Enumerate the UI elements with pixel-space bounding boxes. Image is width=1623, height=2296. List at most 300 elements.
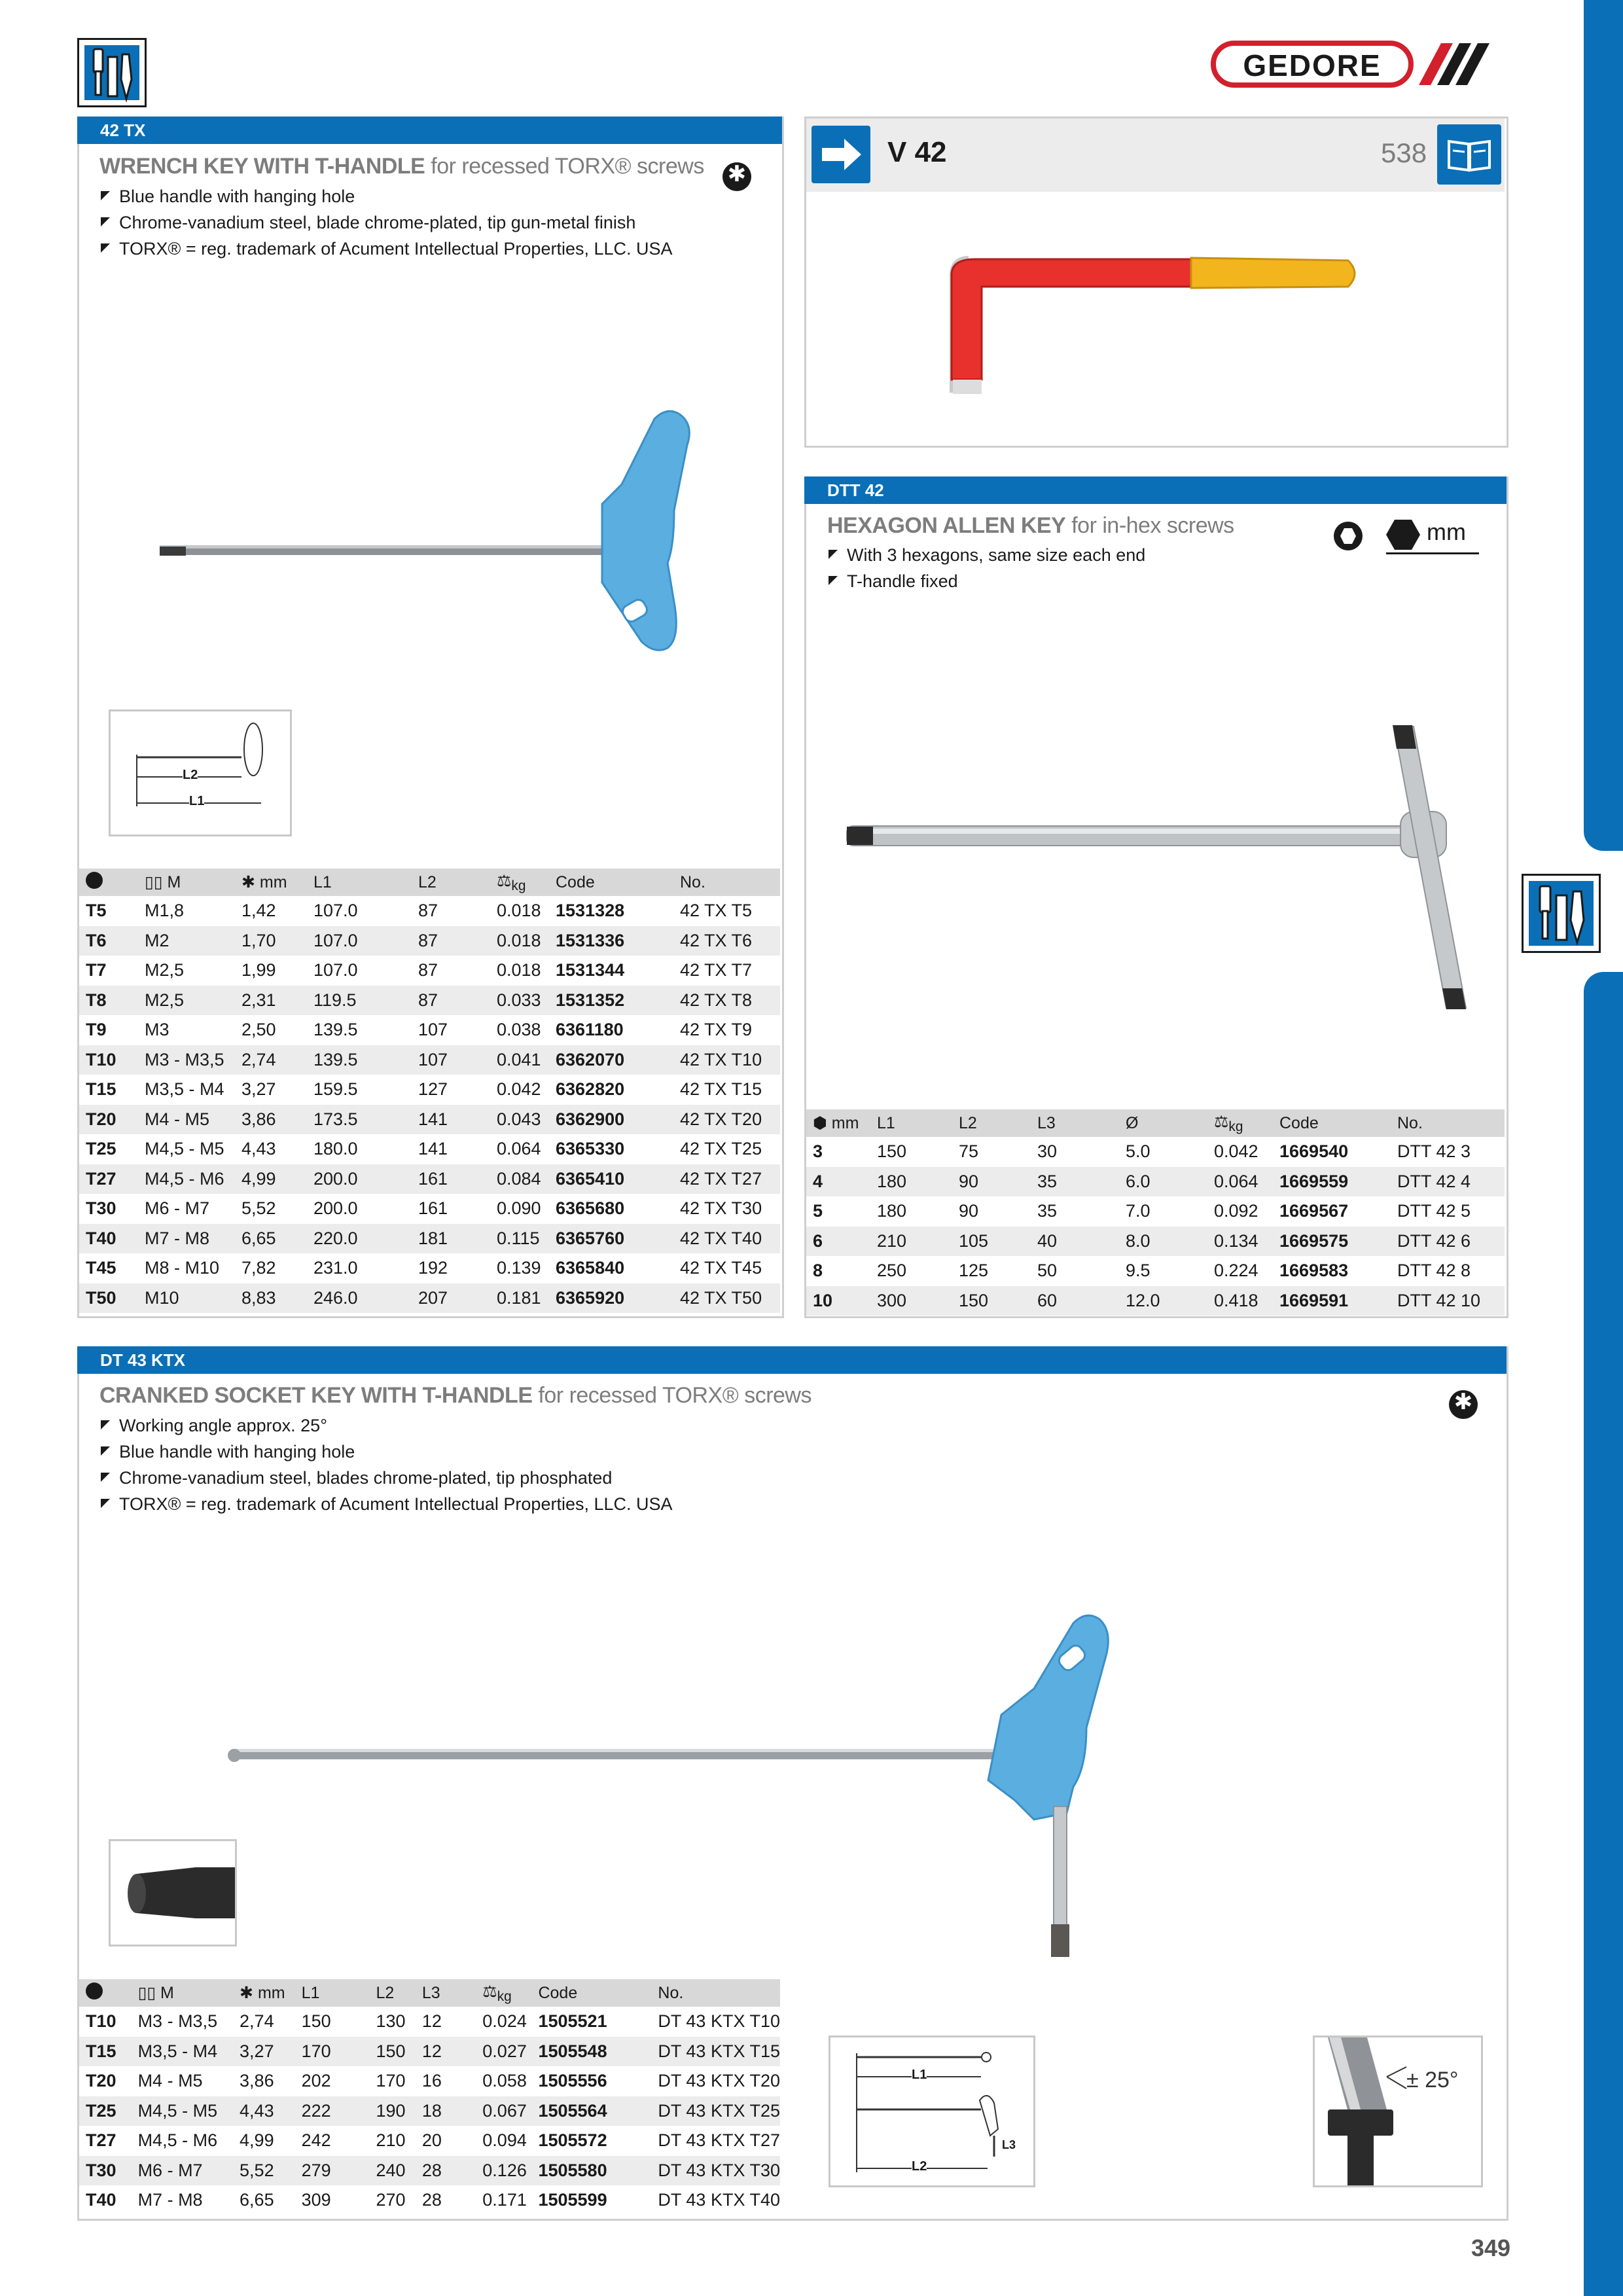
feature-item: TORX® = reg. trademark of Acument Intellectual Properties, LLC. USA <box>99 1491 673 1517</box>
table-cell: 6362820 <box>556 1079 625 1100</box>
l3-header: L3 <box>416 1979 476 2007</box>
table-cell: DT 43 KTX T10 <box>658 2011 780 2032</box>
table-cell: DTT 42 4 <box>1391 1167 1505 1197</box>
weight-header: $⚖_{kg}$ <box>1207 1109 1273 1137</box>
table-row <box>79 2007 780 2037</box>
table-cell: 0.067 <box>476 2096 531 2126</box>
table-cell: 42 TX T6 <box>673 926 780 956</box>
table-cell: DTT 42 3 <box>1397 1141 1471 1162</box>
l1-header: L1 <box>307 869 412 896</box>
table-cell: 42 TX T15 <box>680 1079 762 1100</box>
torx-header-icon <box>86 872 103 889</box>
table-cell: 0.038 <box>497 1020 541 1040</box>
feature-item: Chrome-vanadium steel, blade chrome-plated, tip gun-metal finish <box>99 209 673 236</box>
table-cell: 12 <box>421 2011 442 2032</box>
table-cell: 42 TX T30 <box>680 1198 762 1219</box>
table-cell: 3 <box>813 1141 823 1162</box>
catalog-book-icon[interactable] <box>1437 124 1501 185</box>
table-cell: T25 <box>86 1139 116 1159</box>
table-cell: DTT 42 6 <box>1391 1227 1505 1257</box>
table-cell: M4,5 - M5 <box>132 2096 233 2126</box>
table-cell: 8,83 <box>235 1283 307 1314</box>
spec-table-42tx <box>79 869 780 1313</box>
table-row <box>79 2156 780 2186</box>
no-header: No. <box>651 1979 780 2007</box>
table-cell: 1,99 <box>241 960 276 980</box>
feature-item: Working angle approx. 25° <box>99 1412 673 1439</box>
section-42tx-title: WRENCH KEY WITH T-HANDLE for recessed TORX® screws <box>99 154 704 179</box>
table-row <box>806 1167 1505 1197</box>
table-cell: T10 <box>86 2011 116 2032</box>
table-cell: 141 <box>412 1105 490 1135</box>
table-cell: 150 <box>877 1141 907 1162</box>
table-cell: DT 43 KTX T20 <box>658 2071 780 2091</box>
hex-socket-icon <box>1334 522 1363 550</box>
dimension-l2-label: L2 <box>912 2159 927 2174</box>
section-42tx-code: 42 TX <box>77 117 782 144</box>
table-cell: 6362070 <box>549 1045 673 1075</box>
table-cell: 0.024 <box>482 2011 527 2032</box>
table-cell: 1505599 <box>538 2190 607 2210</box>
table-cell: 270 <box>376 2190 406 2210</box>
table-row <box>806 1137 1505 1167</box>
table-row <box>79 926 780 956</box>
table-cell: M3 - M3,5 <box>137 2011 218 2032</box>
table-cell: DTT 42 10 <box>1391 1286 1505 1316</box>
table-cell: DT 43 KTX T30 <box>651 2156 780 2186</box>
table-cell: 170 <box>295 2037 370 2067</box>
table-cell: 0.092 <box>1214 1201 1258 1221</box>
table-cell: 6365920 <box>549 1283 673 1314</box>
table-cell: 90 <box>959 1201 979 1221</box>
gedore-logo <box>1211 39 1499 92</box>
side-tab-bar-top <box>1584 0 1623 851</box>
table-cell: T7 <box>86 960 107 980</box>
feature-item: TORX® = reg. trademark of Acument Intellectual Properties, LLC. USA <box>99 236 673 262</box>
table-row <box>79 2066 780 2096</box>
table-cell: 6,65 <box>240 2190 274 2210</box>
table-cell: 0.027 <box>476 2037 531 2067</box>
table-row <box>79 1283 780 1314</box>
table-cell: 42 TX T9 <box>680 1020 753 1040</box>
table-cell: 0.033 <box>490 986 549 1016</box>
feature-item: With 3 hexagons, same size each end <box>827 542 1145 568</box>
torx-header-icon <box>86 1982 103 2000</box>
table-cell: 16 <box>421 2071 442 2091</box>
table-cell: 180 <box>877 1201 907 1221</box>
weight-header: $⚖_{kg}$ <box>476 1979 531 2007</box>
table-cell: T27 <box>86 2130 116 2151</box>
table-cell: T9 <box>86 1020 107 1040</box>
table-cell: 42 TX T50 <box>673 1283 780 1314</box>
table-cell: T25 <box>79 2096 132 2126</box>
table-cell: 240 <box>369 2156 415 2186</box>
table-cell: 1505521 <box>538 2011 607 2032</box>
table-row <box>79 1015 780 1045</box>
table-cell: M10 <box>138 1283 235 1314</box>
table-cell: 139.5 <box>307 1045 412 1075</box>
table-cell: M8 - M10 <box>145 1258 220 1278</box>
l2-header: L2 <box>412 869 490 896</box>
table-cell: DT 43 KTX T15 <box>651 2037 780 2067</box>
table-cell: 5,52 <box>241 1198 276 1219</box>
svg-text:GEDORE: GEDORE <box>1243 48 1382 82</box>
table-cell: 1,70 <box>235 926 307 956</box>
code-header: Code <box>549 869 673 896</box>
table-cell: M2,5 <box>138 986 235 1016</box>
table-cell: 50 <box>1037 1261 1058 1281</box>
table-row <box>806 1196 1505 1227</box>
table-cell: 5.0 <box>1126 1141 1150 1162</box>
table-cell: 107.0 <box>313 901 358 921</box>
hex-mm-icon <box>1386 518 1479 554</box>
table-cell: 1531352 <box>549 986 673 1016</box>
table-cell: 0.064 <box>1207 1167 1273 1197</box>
mm-size-header: ✱ mm <box>235 869 307 896</box>
table-cell: 87 <box>412 986 490 1016</box>
table-cell: 242 <box>301 2130 331 2151</box>
table-cell: T8 <box>79 986 138 1016</box>
thread-size-header: ▯▯ M <box>132 1979 233 2007</box>
weight-header: $⚖_{kg}$ <box>490 869 549 896</box>
l3-header: L3 <box>1031 1109 1119 1137</box>
l2-header: L2 <box>952 1109 1031 1137</box>
table-row <box>79 1045 780 1075</box>
table-cell: T20 <box>79 1105 138 1135</box>
table-row <box>79 1253 780 1283</box>
table-cell: 0.181 <box>490 1283 549 1314</box>
table-cell: 8 <box>813 1261 823 1281</box>
table-cell: DTT 42 8 <box>1397 1261 1471 1281</box>
table-cell: 180.0 <box>313 1139 358 1159</box>
dimension-l3-label: L3 <box>1002 2138 1016 2151</box>
feature-item: T-handle fixed <box>827 568 1145 594</box>
table-cell: 250 <box>877 1261 907 1281</box>
table-cell: 75 <box>959 1141 979 1162</box>
table-cell: 200.0 <box>307 1164 412 1194</box>
table-cell: 6.0 <box>1119 1167 1207 1197</box>
table-cell: 0.171 <box>482 2190 527 2210</box>
table-cell: 6361180 <box>556 1020 624 1040</box>
table-row <box>79 986 780 1016</box>
table-cell: 3,27 <box>241 1079 276 1100</box>
table-cell: T10 <box>79 1045 138 1075</box>
table-cell: 1531344 <box>556 960 625 980</box>
table-cell: 7,82 <box>241 1258 276 1278</box>
thread-size-header: ▯▯ M <box>138 869 235 896</box>
table-cell: 0.126 <box>476 2156 531 2186</box>
table-cell: 0.418 <box>1207 1286 1273 1316</box>
table-header-row <box>79 869 780 896</box>
table-cell: M7 - M8 <box>138 1224 235 1254</box>
table-cell: 3,86 <box>240 2071 274 2091</box>
table-cell: 1669540 <box>1279 1141 1349 1162</box>
table-row <box>806 1256 1505 1286</box>
table-row <box>79 2096 780 2126</box>
table-cell: M1,8 <box>145 901 185 921</box>
table-cell: 3,86 <box>235 1105 307 1135</box>
table-row <box>79 2126 780 2156</box>
table-cell: 12.0 <box>1119 1286 1207 1316</box>
table-cell: 105 <box>952 1227 1031 1257</box>
t-handle-wrench-image <box>151 406 707 681</box>
section-dt43ktx-title: CRANKED SOCKET KEY WITH T-HANDLE for recessed TORX® screws <box>99 1383 812 1408</box>
section-dt43ktx-features <box>99 1412 673 1517</box>
table-cell: DT 43 KTX T27 <box>658 2130 780 2151</box>
table-cell: M4,5 - M6 <box>138 1164 235 1194</box>
table-cell: 309 <box>301 2190 331 2210</box>
insulated-hex-key-image <box>929 249 1374 399</box>
section-dtt42-title: HEXAGON ALLEN KEY for in-hex screws <box>827 513 1234 538</box>
table-cell: 161 <box>412 1164 490 1194</box>
table-cell: T20 <box>86 2071 116 2091</box>
table-cell: 173.5 <box>307 1105 412 1135</box>
table-cell: 42 TX T45 <box>680 1258 762 1278</box>
table-cell: 6 <box>806 1227 870 1257</box>
table-cell: DT 43 KTX T40 <box>658 2190 780 2210</box>
table-cell: M4,5 - M6 <box>137 2130 218 2151</box>
table-row <box>79 2037 780 2067</box>
table-row <box>806 1286 1505 1316</box>
table-cell: 300 <box>870 1286 952 1316</box>
table-cell: 35 <box>1037 1201 1058 1221</box>
torx-profile-icon <box>722 162 751 191</box>
table-cell: 222 <box>295 2096 370 2126</box>
table-cell: 5,52 <box>233 2156 295 2186</box>
table-cell: T50 <box>79 1283 138 1314</box>
table-cell: 4,43 <box>241 1139 276 1159</box>
table-cell: 107.0 <box>313 960 358 980</box>
no-header: No. <box>1391 1109 1505 1137</box>
feature-item: Blue handle with hanging hole <box>99 1439 673 1465</box>
table-cell: 6362900 <box>549 1105 673 1135</box>
unit-label: mm <box>1427 518 1466 545</box>
table-cell: 231.0 <box>313 1258 358 1278</box>
table-cell: 6365680 <box>556 1198 625 1219</box>
table-cell: 40 <box>1031 1227 1119 1257</box>
section-42tx-features <box>99 183 673 262</box>
table-cell: T40 <box>86 2190 116 2210</box>
table-cell: 202 <box>301 2071 331 2091</box>
table-cell: 1669575 <box>1273 1227 1391 1257</box>
working-angle-label: ± 25° <box>1406 2068 1459 2092</box>
table-cell: M6 - M7 <box>132 2156 233 2186</box>
table-row <box>79 1075 780 1105</box>
table-cell: M2 <box>138 926 235 956</box>
table-cell: 1531328 <box>556 901 625 921</box>
table-cell: T30 <box>79 2156 132 2186</box>
table-cell: 159.5 <box>313 1079 358 1100</box>
table-row <box>79 1194 780 1224</box>
table-cell: 161 <box>418 1198 448 1219</box>
table-cell: 42 TX T8 <box>673 986 780 1016</box>
table-cell: 1505580 <box>531 2156 651 2186</box>
table-cell: 12 <box>416 2037 476 2067</box>
table-cell: 150 <box>301 2011 331 2032</box>
table-cell: 119.5 <box>307 986 412 1016</box>
no-header: No. <box>673 869 780 896</box>
table-cell: 87 <box>418 901 438 921</box>
table-cell: 42 TX T7 <box>680 960 753 980</box>
table-cell: T40 <box>79 1224 138 1254</box>
torx-tip-detail-image <box>109 1839 237 1946</box>
table-cell: 0.018 <box>497 901 541 921</box>
table-cell: 0.043 <box>490 1105 549 1135</box>
table-cell: 6365760 <box>549 1224 673 1254</box>
table-header-row <box>79 1979 780 2007</box>
table-row <box>79 2185 780 2215</box>
table-cell: 4,43 <box>233 2096 295 2126</box>
table-cell: 190 <box>369 2096 415 2126</box>
table-cell: 0.115 <box>490 1224 549 1254</box>
section-dtt42-code: DTT 42 <box>804 476 1507 504</box>
code-header: Code <box>531 1979 651 2007</box>
table-cell: 107 <box>418 1020 448 1040</box>
feature-item: Chrome-vanadium steel, blades chrome-plated, tip phosphated <box>99 1465 673 1491</box>
table-cell: 28 <box>421 2190 442 2210</box>
table-cell: T15 <box>79 2037 132 2067</box>
table-cell: 181 <box>412 1224 490 1254</box>
table-row <box>79 896 780 926</box>
table-cell: 42 TX T5 <box>680 901 753 921</box>
table-row <box>79 1105 780 1135</box>
hexagon-allen-key-image <box>838 720 1479 1021</box>
table-cell: 6365410 <box>549 1164 673 1194</box>
table-cell: 60 <box>1031 1286 1119 1316</box>
table-cell: M7 - M8 <box>137 2190 203 2210</box>
table-cell: 0.058 <box>482 2071 527 2091</box>
table-cell: 107.0 <box>307 926 412 956</box>
table-cell: 0.064 <box>497 1139 541 1159</box>
table-cell: M6 - M7 <box>145 1198 210 1219</box>
table-cell: 192 <box>418 1258 448 1278</box>
table-cell: 42 TX T27 <box>673 1164 780 1194</box>
l1-header: L1 <box>870 1109 952 1137</box>
table-cell: 0.042 <box>497 1079 541 1100</box>
table-cell: 1505556 <box>538 2071 607 2091</box>
table-cell: 87 <box>412 926 490 956</box>
table-cell: 1505572 <box>538 2130 607 2151</box>
table-cell: 4 <box>806 1167 870 1197</box>
table-cell: M4 - M5 <box>137 2071 203 2091</box>
table-cell: 0.018 <box>497 960 541 980</box>
table-cell: 210 <box>870 1227 952 1257</box>
table-cell: M2,5 <box>145 960 185 980</box>
section-v42-code[interactable]: V 42 <box>887 136 947 168</box>
table-cell: M4,5 - M5 <box>145 1139 224 1159</box>
table-cell: 150 <box>952 1286 1031 1316</box>
table-cell: 1669559 <box>1273 1167 1391 1197</box>
table-cell: 170 <box>376 2071 406 2091</box>
table-cell: 246.0 <box>307 1283 412 1314</box>
table-cell: 1669583 <box>1279 1261 1349 1281</box>
table-cell: 125 <box>959 1261 989 1281</box>
dimension-l2-label: L2 <box>183 768 198 782</box>
cranked-socket-key-image <box>216 1610 1132 1977</box>
table-cell: 20 <box>421 2130 442 2151</box>
table-cell: 1669567 <box>1279 1201 1349 1221</box>
table-cell: 4,99 <box>235 1164 307 1194</box>
table-cell: 279 <box>295 2156 370 2186</box>
spec-table-dtt42 <box>806 1109 1505 1316</box>
tools-category-icon <box>77 38 147 107</box>
hex-size-header: ⬢ mm <box>806 1109 870 1137</box>
table-cell: 42 TX T20 <box>673 1105 780 1135</box>
table-cell: T30 <box>86 1198 116 1219</box>
diameter-header: Ø <box>1119 1109 1207 1137</box>
table-cell: 18 <box>416 2096 476 2126</box>
table-cell: T15 <box>86 1079 116 1100</box>
table-cell: M3,5 - M4 <box>132 2037 233 2067</box>
table-cell: M4 - M5 <box>138 1105 235 1135</box>
table-cell: 200.0 <box>313 1198 358 1219</box>
table-cell: 180 <box>870 1167 952 1197</box>
table-cell: 0.090 <box>497 1198 541 1219</box>
table-cell: 87 <box>418 960 438 980</box>
table-cell: 6365840 <box>556 1258 625 1278</box>
table-cell: 28 <box>416 2156 476 2186</box>
feature-item: Blue handle with hanging hole <box>99 183 673 209</box>
table-cell: 1669591 <box>1273 1286 1391 1316</box>
table-cell: 127 <box>418 1079 448 1100</box>
table-cell: 30 <box>1037 1141 1058 1162</box>
table-cell: 3,27 <box>233 2037 295 2067</box>
table-cell: 141 <box>418 1139 448 1159</box>
table-cell: 2,74 <box>235 1045 307 1075</box>
table-cell: 130 <box>376 2011 406 2032</box>
dimension-l1-label: L1 <box>912 2068 927 2082</box>
table-row <box>79 1164 780 1194</box>
l2-header: L2 <box>369 1979 415 2007</box>
table-cell: 6365330 <box>556 1139 625 1159</box>
tools-side-tab-icon[interactable] <box>1522 874 1601 953</box>
table-cell: 6,65 <box>235 1224 307 1254</box>
table-cell: T5 <box>86 901 107 921</box>
side-tab-bar-bottom <box>1584 972 1623 2296</box>
table-cell: 0.134 <box>1207 1227 1273 1257</box>
table-row <box>79 1224 780 1254</box>
arrow-icon[interactable] <box>812 126 870 183</box>
spec-table-dt43ktx <box>79 1979 780 2215</box>
table-cell: 1531336 <box>549 926 673 956</box>
table-cell: 0.224 <box>1214 1261 1258 1281</box>
working-angle-detail-image <box>1313 2036 1483 2187</box>
table-cell: 42 TX T10 <box>673 1045 780 1075</box>
table-cell: T6 <box>79 926 138 956</box>
table-cell: 2,31 <box>235 986 307 1016</box>
table-cell: 1505564 <box>531 2096 651 2126</box>
table-cell: 35 <box>1031 1167 1119 1197</box>
table-cell: 5 <box>813 1201 823 1221</box>
table-cell: T45 <box>86 1258 116 1278</box>
mm-size-header: ✱ mm <box>233 1979 295 2007</box>
table-cell: M3,5 - M4 <box>145 1079 224 1100</box>
page-ref-number[interactable]: 538 <box>1381 137 1427 168</box>
table-cell: 210 <box>376 2130 406 2151</box>
table-cell: 10 <box>806 1286 870 1316</box>
table-cell: 0.094 <box>482 2130 527 2151</box>
table-cell: DT 43 KTX T25 <box>651 2096 780 2126</box>
table-cell: 90 <box>952 1167 1031 1197</box>
table-cell: M3 - M3,5 <box>138 1045 235 1075</box>
table-row <box>806 1227 1505 1257</box>
l1-header: L1 <box>295 1979 370 2007</box>
table-cell: DTT 42 5 <box>1397 1201 1471 1221</box>
table-cell: 42 TX T25 <box>680 1139 762 1159</box>
table-header-row <box>806 1109 1505 1137</box>
table-cell: 207 <box>412 1283 490 1314</box>
table-cell: 1505548 <box>531 2037 651 2067</box>
